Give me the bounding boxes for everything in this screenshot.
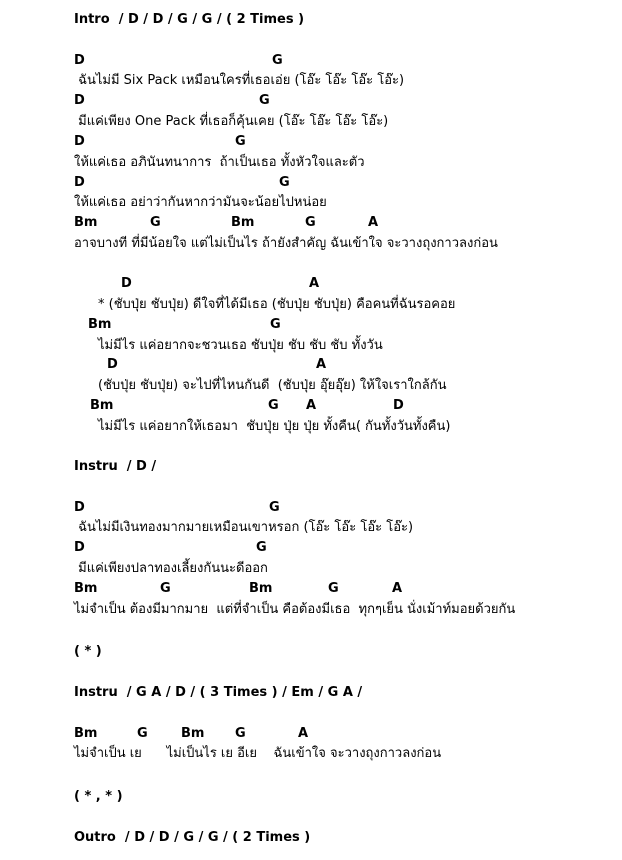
lyric-line: * (ชับปุ่ย ชับปุ่ย) ดีใจที่ได้มีเธอ (ชับปุ่ย ชับปุ่ย) คือคนที่ฉันรอคอย: [98, 297, 456, 312]
chord: Bm: [181, 726, 205, 741]
chord: G: [279, 175, 290, 190]
chord: Bm: [74, 726, 98, 741]
chord: A: [306, 398, 317, 413]
lyric-line: ไม่จำเป็น ต้องมีมากมาย แต่ที่จำเป็น คือต้องมีเธอ ทุกๆเย็น นั่งเม้าท์มอยด้วยกัน: [74, 602, 516, 617]
chord: G: [150, 215, 161, 230]
lyric-line: (ชับปุ่ย ชับปุ่ย) จะไปที่ไหนกันดี (ชับปุ่ย อุ๊ยอุ๊ย) ให้ใจเราใกล้กัน: [98, 378, 447, 393]
chord: Bm: [74, 581, 98, 596]
chord: Bm: [88, 317, 112, 332]
chord: Bm: [249, 581, 273, 596]
lyric-line: ไม่มีไร แค่อยากให้เธอมา ชับปุ่ย ปุ่ย ปุ่ย ทั้งคืน( กันทั้งวันทั้งคืน): [98, 419, 451, 434]
chord: D: [393, 398, 404, 413]
chord: G: [305, 215, 316, 230]
lyric-line: ไม่มีไร แค่อยากจะชวนเธอ ชับปุ่ย ชับ ชับ ชับ ทั้งวัน: [98, 338, 383, 353]
chord: D: [121, 276, 132, 291]
chord: A: [309, 276, 320, 291]
lyric-line: ให้แค่เธอ อภินันทนาการ ถ้าเป็นเธอ ทั้งหัวใจและตัว: [74, 155, 365, 170]
chord: D: [107, 357, 118, 372]
chord: D: [74, 500, 85, 515]
chord: G: [160, 581, 171, 596]
chord: D: [74, 540, 85, 555]
chord: G: [270, 317, 281, 332]
chord: D: [74, 93, 85, 108]
chord: A: [368, 215, 379, 230]
lyric-line: ฉันไม่มีเงินทองมากมายเหมือนเขาหรอก (โอ๊ะ โอ๊ะ โอ๊ะ โอ๊ะ): [74, 520, 414, 535]
chord: A: [392, 581, 403, 596]
chord: Bm: [90, 398, 114, 413]
instrumental-line: Instru / D /: [74, 459, 157, 474]
intro-line: Intro / D / D / G / G / ( 2 Times ): [74, 12, 305, 27]
chord: Bm: [74, 215, 98, 230]
chord: G: [137, 726, 148, 741]
lyric-line: ให้แค่เธอ อย่าว่ากันหากว่ามันจะน้อยไปหน่อย: [74, 195, 327, 210]
chord: A: [316, 357, 327, 372]
outro-line: Outro / D / D / G / G / ( 2 Times ): [74, 830, 311, 845]
lyric-line: อาจบางที ที่มีน้อยใจ แต่ไม่เป็นไร ถ้ายังสำคัญ ฉันเข้าใจ จะวางถุงกาวลงก่อน: [74, 236, 498, 251]
chord: G: [235, 726, 246, 741]
chord: G: [272, 53, 283, 68]
instrumental-line: Instru / G A / D / ( 3 Times ) / Em / G A /: [74, 685, 363, 700]
lyric-line: มีแค่เพียงปลาทองเลี้ยงกันนะดีออก: [74, 561, 268, 576]
lyric-line: มีแค่เพียง One Pack ที่เธอก็คุ้นเคย (โอ๊ะ โอ๊ะ โอ๊ะ โอ๊ะ): [74, 114, 389, 129]
chord: A: [298, 726, 309, 741]
lyric-line: ไม่จำเป็น เย ไม่เป็นไร เย อีเย ฉันเข้าใจ จะวางถุงกาวลงก่อน: [74, 746, 442, 761]
chord: G: [269, 500, 280, 515]
chord: D: [74, 134, 85, 149]
chorus-reference: ( * ): [74, 644, 102, 659]
chorus-reference: ( * , * ): [74, 789, 123, 804]
lyric-line: ฉันไม่มี Six Pack เหมือนใครที่เธอเอ่ย (โอ๊ะ โอ๊ะ โอ๊ะ โอ๊ะ): [74, 73, 405, 88]
chord: G: [259, 93, 270, 108]
chord: G: [256, 540, 267, 555]
chord: G: [328, 581, 339, 596]
chord: D: [74, 175, 85, 190]
chord: Bm: [231, 215, 255, 230]
chord: G: [235, 134, 246, 149]
chord: D: [74, 53, 85, 68]
chord: G: [268, 398, 279, 413]
